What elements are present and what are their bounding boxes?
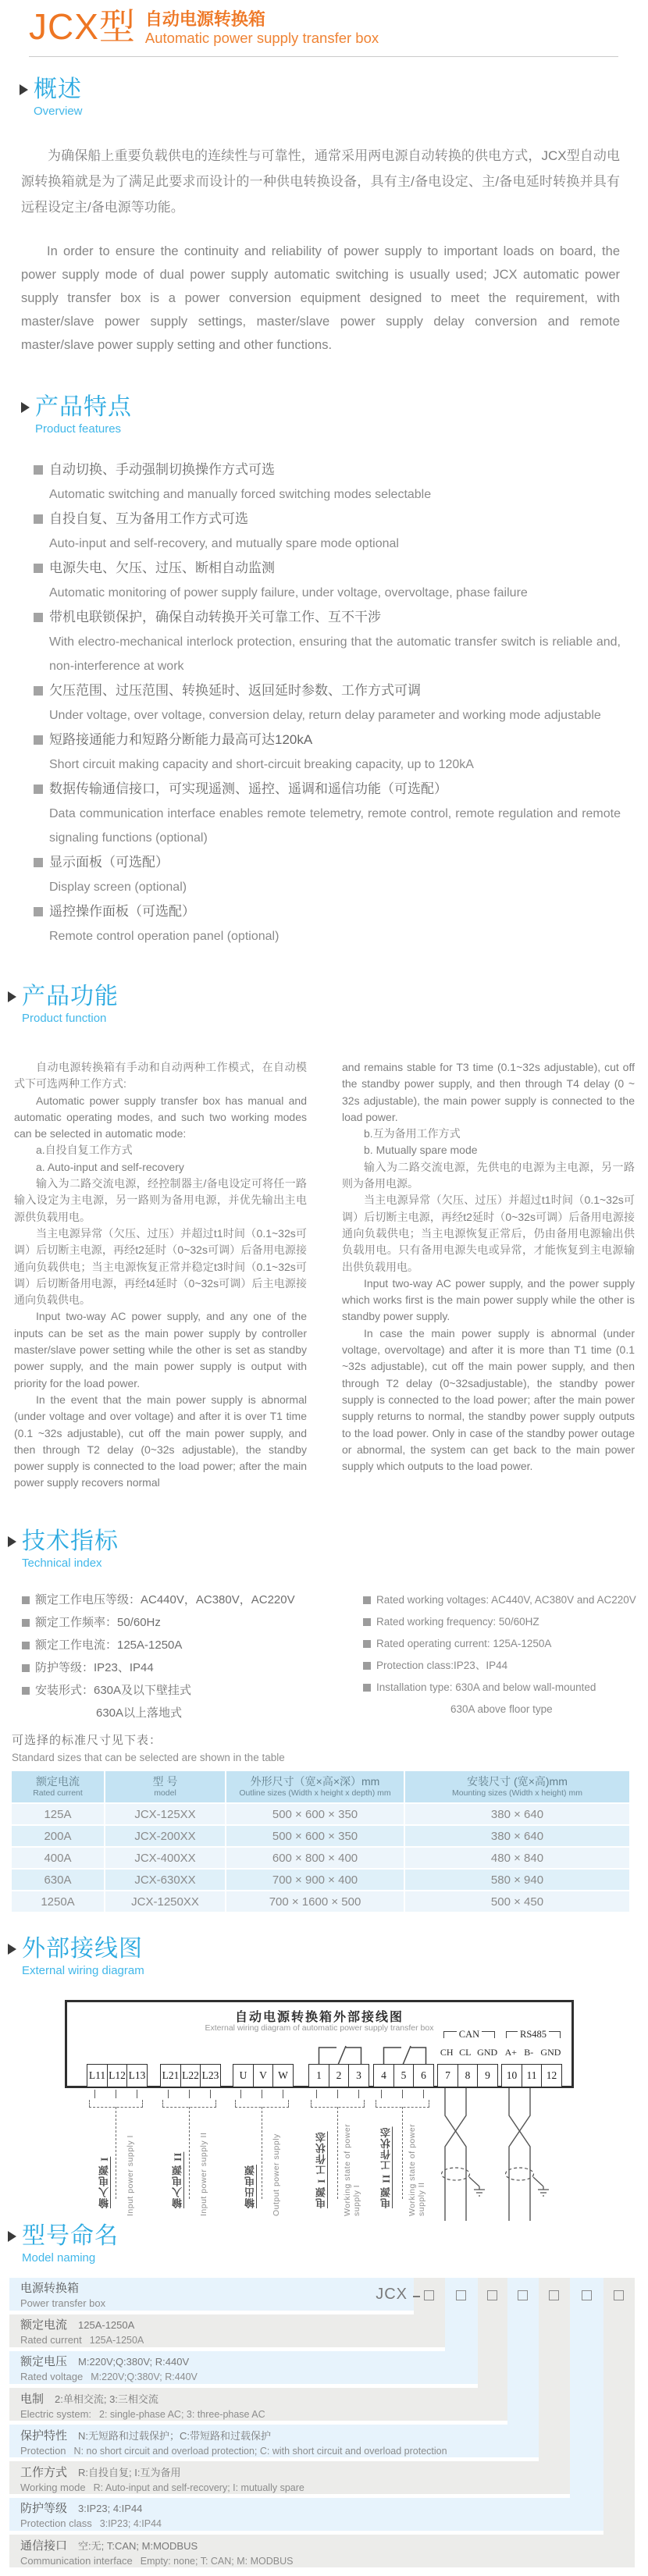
terminal-group-input1 [87,2064,147,2087]
pin-label: A+ [504,2047,518,2058]
square-bullet-icon [34,858,43,867]
section-heading-zh: 产品特点 [35,394,132,420]
terminal: L23 [200,2064,221,2087]
product-title-zh: 自动电源转换箱 [144,9,265,29]
terminal: 11 [522,2064,543,2087]
section-model-naming [0,2223,648,2567]
lead-group [158,2088,221,2217]
bracket-corner-icon [549,2031,561,2038]
can-label: CAN [458,2029,480,2040]
lead-group [306,2088,369,2217]
table-cell: 380 × 640 [405,1804,629,1824]
section-heading-en: Product features [35,422,122,436]
function-paragraph: a. Auto-input and self-recovery [36,1160,184,1173]
tech-item-zh: 额定工作电流：125A-1250A [35,1638,183,1652]
terminal: 6 [413,2064,434,2087]
terminal: 4 [373,2064,394,2087]
square-bullet-icon [34,785,43,794]
feature-item-zh: 自投自复、互为备用工作方式可选 [34,507,621,532]
table-cell: 700 × 1600 × 500 [226,1891,404,1912]
pin-label: GND [477,2047,498,2058]
code-digit-box [456,2290,466,2300]
square-bullet-icon [363,1684,371,1692]
table-cell: 380 × 640 [405,1826,629,1846]
overview-paragraph-en: In order to ensure the continuity and reliability of power supply to important loads on board, the power supply mode of dual power supply automatic switching is usually used; JCX automatic power supply transfer box is a power conversion equipment designed to meet the requirement, with master/slave power supply settings, master/slave power supply delay conversion and remote master/slave power supply setting and other functions. [21,244,620,352]
square-bullet-icon [34,907,43,916]
terminal: 9 [477,2064,498,2087]
lead-group [371,2088,434,2217]
terminal: L13 [126,2064,148,2087]
section-size-table [0,1733,648,1912]
naming-row: 通信接口 空:无; T:CAN; M:MODBUS Communication interface Empty: none; T: CAN; M: MODBUS [9,2535,635,2567]
terminal: 5 [393,2064,415,2087]
tech-item-en: Rated operating current: 125A-1250A [376,1638,552,1649]
lead-tick [240,2090,241,2098]
tech-item-zh: 额定工作频率：50/60Hz [35,1616,161,1629]
square-bullet-icon [34,613,43,622]
square-bullet-icon [34,686,43,696]
tech-item-en: Installation type: 630A and below wall-mounted [376,1681,596,1693]
table-cell: 1250A [12,1891,104,1912]
overview-paragraph-zh: 为确保船上重要负载供电的连续性与可靠性，通常采用两电源自动转换的供电方式，JCX型自动电源转换箱就是为了满足此要求而设计的一种供电转换设备，具有主/备电设定、主/备电延时转换并具有远程设定主/备电源等功能。 [21,148,620,215]
wiring-title-zh: 自动电源转换箱外部接线图 [234,2011,404,2024]
tech-item-zh: 防护等级：IP23、IP44 [35,1661,154,1674]
function-paragraph: 自动电源转换箱有手动和自动两种工作模式，在自动模式下可选两种工作方式: [14,1061,307,1091]
naming-row: 额定电压 M:220V;Q:380V; R:440V Rated voltage M:220V;Q:380V; R:440V [9,2351,478,2384]
pin-label: CH [440,2047,454,2058]
feature-item-zh: 遥控操作面板（可选配） [34,899,621,924]
tech-item-en: Rated working frequency: 50/60HZ [376,1616,539,1628]
lead-tick [168,2090,169,2098]
lead-tick [337,2090,338,2098]
wiring-box [65,2000,574,2088]
function-column-right [342,1059,635,1475]
terminal-group-can [437,2064,497,2087]
feature-item-en: With electro-mechanical interlock protection, ensuring that the automatic transfer switch is reliable and, non-interference at work [49,635,621,673]
lead-group [84,2088,148,2217]
terminal: L22 [180,2064,201,2087]
tech-item-zh: 额定工作电压等级：AC440V，AC380V，AC220V [35,1593,295,1606]
lead-group [230,2088,294,2217]
pin-label: CL [459,2047,472,2058]
terminal: L11 [87,2064,108,2087]
feature-item-zh: 带机电联锁保护，确保自动转换开关可靠工作、互不干涉 [34,605,621,630]
section-features [0,394,648,948]
table-header-cell: 额定电流 Rated current [12,1771,104,1802]
table-cell: JCX-200XX [105,1826,225,1846]
tech-column-en [363,1593,648,1716]
function-paragraph: b.互为备用工作方式 [364,1127,461,1140]
feature-item-en: Remote control operation panel (optional) [49,930,279,943]
lead-label-zh: 电源 I 工作状态 [315,2131,327,2208]
lead-tick [423,2090,424,2098]
can-pin-labels [437,2047,500,2058]
section-heading-en: Technical index [22,1557,102,1570]
terminal-group-output [233,2064,293,2087]
table-note-zh: 可选择的标准尺寸见下表： [12,1734,162,1747]
section-heading-en: Model naming [22,2251,96,2265]
table-cell: JCX-630XX [105,1870,225,1890]
bracket-corner-icon [482,2031,495,2038]
square-bullet-icon [363,1662,371,1670]
square-bullet-icon [22,1642,30,1649]
section-arrow-icon [8,1944,16,1955]
terminal: 7 [437,2064,458,2087]
section-wiring-diagram [0,1936,648,2221]
tech-item-zh: 安装形式：630A及以下壁挂式 [35,1684,192,1697]
dash-icon [413,2296,420,2297]
naming-stripe [603,2278,635,2567]
function-columns [8,1059,648,1528]
lead-tick [316,2090,317,2098]
product-title-en: Automatic power supply transfer box [144,30,379,46]
table-header-cell: 型 号 model [105,1771,225,1802]
lead-label-en: Output power supply [272,2133,281,2216]
table-cell: JCX-1250XX [105,1891,225,1912]
square-bullet-icon [22,1664,30,1672]
section-heading-zh: 概述 [34,76,82,102]
section-heading-en: Overview [34,105,83,118]
table-cell: 700 × 900 × 400 [226,1870,404,1890]
table-note-en: Standard sizes that can be selected are shown in the table [12,1752,285,1763]
lead-tick [381,2090,382,2098]
table-cell: 500 × 450 [405,1891,629,1912]
square-bullet-icon [22,1619,30,1627]
tech-item-en: Protection class:IP23、IP44 [376,1660,508,1671]
wiring-title-en: External wiring diagram of automatic power supply transfer box [205,2023,434,2033]
naming-row: 防护等级 3:IP23; 4:IP44 Protection class 3:IP23; 4:IP44 [9,2498,603,2531]
function-paragraph: Input two-way AC power supply, and any one of the inputs can be set as the main power supply by controller master/slave power setting while the other is set as standby power supply, and the main power supply is output with priority for the load power. [14,1310,307,1389]
square-bullet-icon [22,1687,30,1695]
terminal-group-state1 [308,2064,369,2087]
rs485-pin-labels [501,2047,564,2058]
code-digit-box [614,2290,624,2300]
function-paragraph: In case the main power supply is abnormal (under voltage, overvoltage) and after it is more than T1 time (0.1 ~32s adjustable), cut off the main power supply, and then through T2 delay (0~32sadjustable), the standby power supply is connected to the load power; after the main power supply returns to normal, the standby power supply outputs to the load power. Only in case of the standby power outage or abnormal, the system can get back to the main power supply which outputs to the load power. [342,1326,635,1473]
tech-item-continuation-zh: 630A以上落地式 [96,1706,183,1720]
feature-item-en: Automatic monitoring of power supply failure, under voltage, overvoltage, phase failure [49,586,528,600]
lead-label-en: Working state of power supply I [343,2123,361,2216]
terminal: 1 [308,2064,329,2087]
square-bullet-icon [22,1596,30,1604]
section-heading-en: External wiring diagram [22,1964,144,1977]
lead-tick [94,2090,95,2098]
code-digit-box [582,2290,592,2300]
model-code: JCX [376,2286,408,2303]
table-cell: 580 × 940 [405,1870,629,1890]
feature-list [34,457,621,948]
lead-tick [189,2090,190,2098]
feature-item-en: Automatic switching and manually forced switching modes selectable [49,488,432,501]
pin-label: B- [524,2047,534,2058]
square-bullet-icon [363,1618,371,1626]
function-paragraph: 当主电源异常（欠压、过压）并超过t1时间（0.1~32s可调）后切断主电源，再经t2延时（0~32s可调）后备用电源接通向负载供电；当主电源恢复正常并稳定t3时间（0.1~32s可调）后切断备用电源，再经t4延时（0~32s可调）后主电源接通向负载供电。 [14,1226,307,1307]
function-paragraph: 当主电源异常（欠压、过压）并超过t1时间（0.1~32s可调）后切断主电源，再经t2延时（0~32s可调）后备用电源接通向负载供电；当主电源恢复正常后，仍由备用电源输出供负载用电。只有备用电源失电或异常，才能恢复到主电源输出供负载用电。 [342,1194,635,1273]
tech-column-zh [22,1593,350,1720]
square-bullet-icon [34,514,43,524]
section-function [0,984,648,1528]
function-column-left [14,1059,307,1492]
naming-row [9,2278,414,2311]
function-paragraph: Automatic power supply transfer box has manual and automatic operating modes, and such two working modes can be selected in automatic mode: [14,1094,307,1140]
table-cell: 500 × 600 × 350 [226,1826,404,1846]
naming-stripe [570,2278,603,2531]
terminal-group-input2 [160,2064,220,2087]
page-header [29,6,618,47]
lead-label-zh: 输入电源 II [172,2151,183,2208]
lead-label-en: Input power supply II [199,2132,208,2216]
section-overview [0,76,648,357]
section-heading-zh: 型号命名 [22,2223,119,2249]
tech-item-en: Rated working voltages: AC440V, AC380V and AC220V [376,1594,636,1606]
terminal: 3 [348,2064,369,2087]
rs485-bracket [506,2029,561,2041]
square-bullet-icon [363,1640,371,1648]
twisted-pair-rs485-icon [501,2088,564,2221]
naming-row: 额定电流 125A-1250A Rated current 125A-1250A [9,2314,445,2347]
table-cell: JCX-125XX [105,1804,225,1824]
square-bullet-icon [34,735,43,745]
naming-row: 保护特性 N:无短路和过载保护；C:带短路和过载保护 Protection N: no short circuit and overload protection; C: with short circuit and overload protection [9,2425,539,2457]
lead-label-zh: 输出电源 [244,2165,256,2208]
product-model-title: JCX型 [29,6,136,47]
terminal-group-rs485 [501,2064,561,2087]
table-header-cell: 外形尺寸（宽×高×深）mm Outline sizes (Width x height x depth) mm [226,1771,404,1802]
square-bullet-icon [363,1596,371,1604]
square-bullet-icon [34,465,43,475]
table-cell: 480 × 840 [405,1848,629,1868]
lead-label-en: Working state of power supply II [408,2123,426,2216]
table-header-cell: 安装尺寸 (宽×高)mm Mounting sizes (Width x height) mm [405,1771,629,1802]
function-paragraph: and remains stable for T3 time (0.1~32s adjustable), cut off the standby power supply, and then through T4 delay (0 ~ 32s adjustable), the main power supply is connected to the load power. [342,1061,635,1123]
lead-label-zh: 电源 II 工作状态 [380,2126,392,2208]
function-paragraph: 输入为二路交流电源，先供电的电源为主电源，另一路则为备用电源。 [342,1160,635,1190]
function-paragraph: In the event that the main power supply is abnormal (under voltage and over voltage) and after it is over T1 time (0.1 ~32s adjustable), cut off the main power supply, and then through T2 delay (0~32s adjustable), the standby power supply is connected to the load power; after the main power supply recovers normal [14,1393,307,1489]
terminal: 10 [501,2064,522,2087]
model-naming-chart [9,2278,635,2567]
code-digit-box [549,2290,559,2300]
table-cell: 500 × 600 × 350 [226,1804,404,1824]
tech-item-continuation-en: 630A above floor type [450,1703,553,1715]
code-digit-box [424,2290,434,2300]
section-arrow-icon [21,402,30,413]
table-cell: JCX-400XX [105,1848,225,1868]
header-divider [29,56,618,57]
lead-tick [210,2090,211,2098]
naming-row: 电制 2:单相交流; 3:三相交流 Electric system: 2: single-phase AC; 3: three-phase AC [9,2388,507,2421]
section-heading-zh: 外部接线图 [22,1936,143,1962]
section-arrow-icon [8,1536,16,1547]
table-cell: 125A [12,1804,104,1824]
size-table [12,1771,625,1912]
table-cell: 200A [12,1826,104,1846]
code-digit-box [487,2290,497,2300]
feature-item-en: Display screen (optional) [49,881,187,894]
feature-item-zh: 短路接通能力和短路分断能力最高可达120kA [34,728,621,753]
section-arrow-icon [8,2231,16,2242]
function-paragraph: 输入为二路交流电源，经控制器主/备电设定可将任一路输入设定为主电源，另一路则为备用电源，并优先输出主电源供负载用电。 [14,1177,307,1223]
feature-item-en: Under voltage, over voltage, conversion delay, return delay parameter and working mode adjustable [49,709,601,722]
tech-columns [8,1593,648,1718]
bracket-corner-icon [506,2031,518,2038]
can-bracket [443,2029,495,2041]
lead-tick [402,2090,403,2098]
table-cell: 630A [12,1870,104,1890]
function-paragraph: Input two-way AC power supply, and the power supply which works first is the main power supply while the other is standby power supply. [342,1276,635,1323]
function-paragraph: b. Mutually spare mode [364,1144,478,1157]
feature-item-zh: 数据传输通信接口，可实现遥测、遥控、遥调和遥信功能（可选配） [34,777,621,802]
naming-row: 工作方式 R:自投自复; I:互为备用 Working mode R: Auto-input and self-recovery; I: mutually spare [9,2461,570,2494]
terminal-group-state2 [373,2064,433,2087]
terminal: U [233,2064,254,2087]
feature-item-zh: 欠压范围、过压范围、转换延时、返回延时参数、工作方式可调 [34,678,621,703]
terminal: L12 [107,2064,128,2087]
feature-item-en: Auto-input and self-recovery, and mutually spare mode optional [49,537,399,550]
code-digit-box [518,2290,528,2300]
naming-term-en: Power transfer box [20,2297,106,2309]
section-heading-zh: 产品功能 [22,984,119,1009]
product-title-block [145,6,379,47]
section-heading-zh: 技术指标 [22,1528,119,1554]
rs485-label: RS485 [519,2029,547,2040]
feature-item-zh: 自动切换、手动强制切换操作方式可选 [34,457,621,482]
lead-label-en: Input power supply I [126,2135,135,2216]
feature-item-en: Short circuit making capacity and short-circuit breaking capacity, up to 120kA [49,758,474,771]
table-cell: 400A [12,1848,104,1868]
bracket-corner-icon [443,2031,457,2038]
twisted-pair-can-icon [437,2088,500,2221]
terminal: V [253,2064,274,2087]
function-paragraph: a.自投自复工作方式 [36,1144,133,1157]
table-cell: 600 × 800 × 400 [226,1848,404,1868]
feature-item-zh: 显示面板（可选配） [34,850,621,875]
square-bullet-icon [34,564,43,573]
naming-term-zh: 电源转换箱 [20,2282,80,2295]
pin-label: GND [540,2047,561,2058]
feature-item-zh: 电源失电、欠压、过压、断相自动监测 [34,556,621,581]
section-arrow-icon [8,991,16,1002]
section-heading-en: Product function [22,1012,107,1025]
terminal: 12 [541,2064,562,2087]
terminal: 2 [329,2064,350,2087]
lead-label-zh: 输入电源 I [98,2156,110,2208]
feature-item-en: Data communication interface enables remote telemetry, remote control, remote regulation and remote signaling functions (optional) [49,807,621,845]
terminal: W [272,2064,294,2087]
terminal: 8 [458,2064,479,2087]
lead-tick [358,2090,359,2098]
section-technical-index [0,1528,648,1718]
section-arrow-icon [20,84,28,95]
terminal: L21 [160,2064,181,2087]
